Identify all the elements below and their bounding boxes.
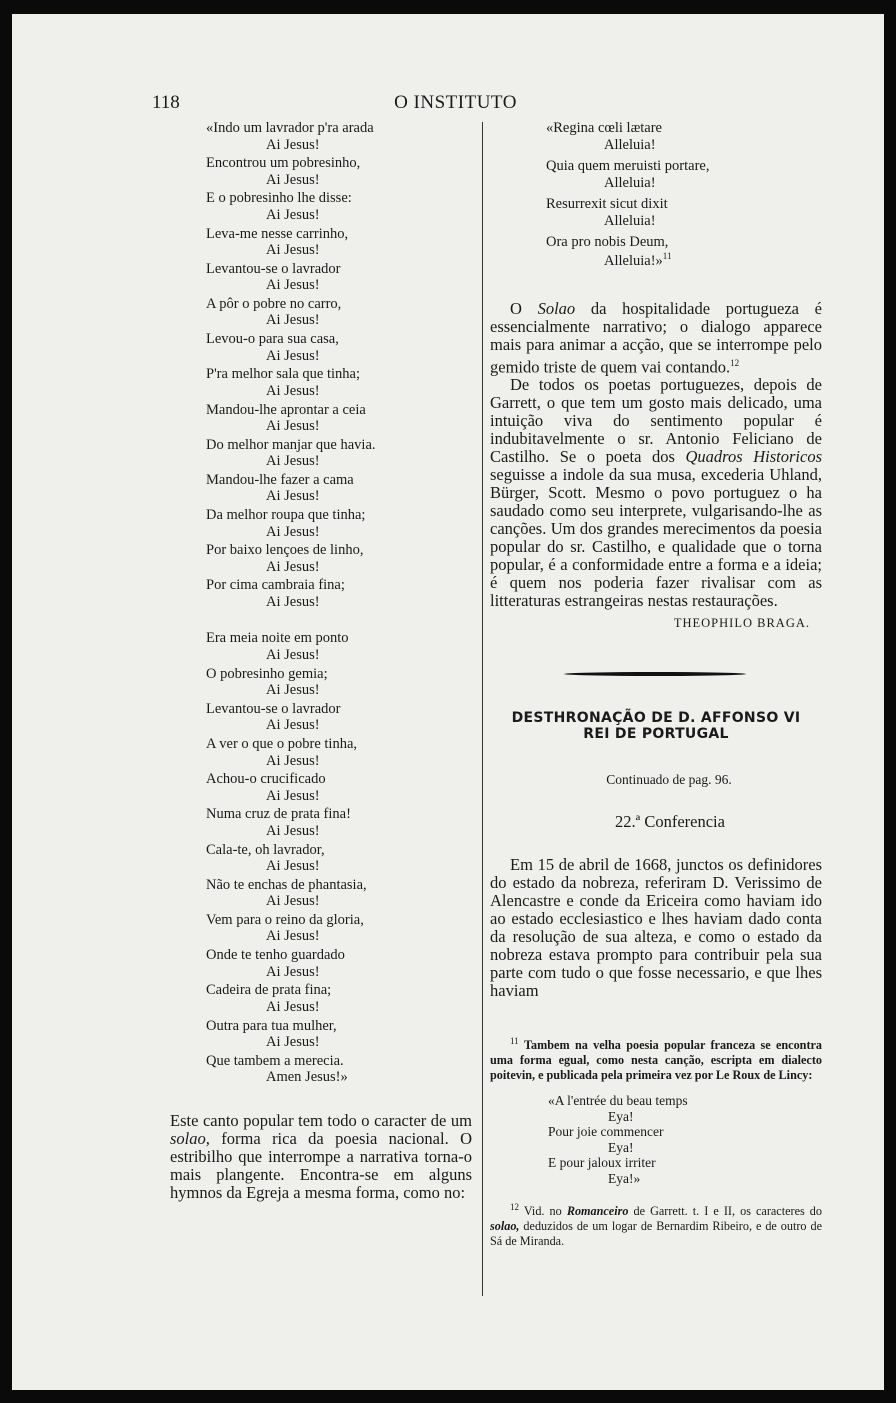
- verse-line: Pour joie commencer: [548, 1124, 664, 1140]
- verse-stanza: [170, 630, 472, 663]
- verse-line: Cala-te, oh lavrador,: [206, 841, 325, 858]
- column-divider: [482, 122, 483, 1296]
- verse-stanza: [170, 190, 472, 223]
- verse-refrain: Ai Jesus!: [266, 453, 320, 470]
- verse-refrain: Eya!»: [608, 1170, 641, 1186]
- verse-refrain: Ai Jesus!: [266, 206, 320, 223]
- verse-refrain: Ai Jesus!: [266, 418, 320, 434]
- verse-refrain: Ai Jesus!: [266, 382, 320, 399]
- poem-commentary: Este canto popular tem todo o caracter de um solao, forma rica da poesia nacional. O estribilho que interrompe a narrativa torna-o mais plangente. Encontra-se em alguns hymnos da Egreja a mesma forma, como no:: [170, 1110, 472, 1202]
- folk-poem: [170, 120, 472, 1086]
- verse-refrain: Ai Jesus!: [266, 347, 320, 364]
- verse-line: A pôr o pobre no carro,: [206, 295, 342, 312]
- verse-stanza: [170, 947, 472, 980]
- verse-stanza: [170, 877, 472, 910]
- verse-line: Levantou-se o lavrador: [206, 700, 341, 717]
- footnote-12: $^{12}$ Vid. no Romanceiro de Garrett. t. I e II, os caracteres do solao, deduzidos de um logar de Bernardim Ribeiro, e de outro de Sá de Miranda.: [490, 1202, 822, 1249]
- verse-stanza: [170, 701, 472, 734]
- verse-line: Levou-o para sua casa,: [206, 331, 339, 348]
- page-number: 118: [152, 92, 180, 113]
- verse-line: Vem para o reino da gloria,: [206, 911, 364, 928]
- verse-stanza: [170, 666, 472, 699]
- author-signature: THEOPHILO BRAGA.: [673, 616, 810, 631]
- verse-refrain: Ai Jesus!: [266, 523, 320, 540]
- verse-stanza: [170, 155, 472, 188]
- verse-refrain: Ai Jesus!: [266, 1034, 320, 1050]
- verse-refrain: Ai Jesus!: [266, 277, 320, 294]
- verse-refrain: Ai Jesus!: [266, 928, 320, 945]
- verse-refrain: Eya!: [608, 1139, 634, 1155]
- verse-line: Levantou-se o lavrador: [206, 260, 341, 277]
- verse-stanza: [170, 912, 472, 945]
- verse-stanza: [170, 1053, 472, 1086]
- paragraph: O Solao da hospitalidade portugueza é essencialmente narrativo; o dialogo apparece mais para animar a acção, que se interrompe pelo gemido triste de quem vai contando.$^{12}$: [490, 298, 822, 377]
- verse-refrain: Ai Jesus!: [266, 858, 320, 875]
- verse-stanza: [170, 842, 472, 875]
- verse-stanza: [170, 226, 472, 259]
- verse-refrain: Ai Jesus!: [266, 593, 320, 610]
- verse-stanza: [170, 261, 472, 294]
- verse-refrain: Ai Jesus!: [266, 488, 320, 505]
- verse-refrain: Ai Jesus!: [266, 646, 320, 663]
- latin-hymn: [490, 120, 822, 270]
- verse-line: Achou-o crucificado: [206, 771, 326, 788]
- verse-line: Por cima cambraia fina;: [206, 577, 345, 594]
- verse-stanza: [170, 402, 472, 435]
- verse-stanza: [490, 158, 822, 191]
- verse-line: «Indo um lavrador p'ra arada: [206, 120, 374, 136]
- verse-line: P'ra melhor sala que tinha;: [206, 366, 361, 383]
- section-title: DESTHRONAÇÃO DE D. AFFONSO VI REI DE PORTUGAL: [511, 710, 801, 743]
- conference-text: Em 15 de abril de 1668, junctos os definidores do estado da nobreza, referiram D. Verissimo de Alencastre e conde da Ericeira como haviam ido ao estado ecclesiastico e lhes haviam dado conta da resolução de sua alteza, e como o estado da nobreza estava prompto para contribuir pela sua parte com tudo o que fosse necessario, e que lhes haviam: [490, 855, 822, 1001]
- verse-line: Leva-me nesse carrinho,: [206, 225, 349, 242]
- verse-line: Mandou-lhe aprontar a ceia: [206, 401, 366, 418]
- footnote-11: $^{11}$ Tambem na velha poesia popular franceza se encontra uma forma egual, como nesta canção, escripta em dialecto poitevin, e publicada pela primeira vez por Le Roux de Lincy:: [490, 1036, 822, 1083]
- paragraph: De todos os poetas portuguezes, depois de Garrett, o que tem um gosto mais delicado, uma intuição viva do sentimento popular é indubitavelmente o sr. Antonio Feliciano de Castilho. Se o poeta dos Quadros Historicos seguisse a indole da sua musa, excederia Uhland, Bürger, Scott. Mesmo o povo portuguez o ha saudado como seu interprete, vulgarisando-lhe as canções. Um dos grandes merecimentos da poesia popular do sr. Castilho, e qualidade que o torna popular, é a conformidade entre a forma e a ideia; é quem nos poderia fazer rivalisar com as litteraturas estrangeiras nestas restaurações.: [490, 375, 822, 611]
- verse-stanza: [170, 771, 472, 804]
- verse-stanza: [170, 472, 472, 505]
- right-column: [490, 120, 822, 1249]
- verse-line: Quia quem meruisti portare,: [546, 158, 710, 174]
- verse-stanza: [490, 120, 822, 153]
- running-title: O INSTITUTO: [394, 92, 517, 113]
- verse-refrain: Ai Jesus!: [266, 136, 320, 153]
- verse-stanza: [170, 331, 472, 364]
- left-column: [170, 120, 472, 1202]
- section-ornament-rule: [490, 668, 822, 680]
- verse-refrain: Ai Jesus!: [266, 682, 320, 699]
- verse-stanza: [490, 234, 822, 270]
- verse-refrain: Ai Jesus!: [266, 787, 320, 804]
- verse-line: Numa cruz de prata fina!: [206, 806, 351, 823]
- conference-heading: 22.ª Conferencia: [615, 812, 725, 832]
- verse-line: E o pobresinho lhe disse:: [206, 190, 352, 207]
- verse-stanza: [170, 577, 472, 610]
- verse-refrain: Alleluia!: [604, 174, 656, 191]
- book-page: [12, 14, 884, 1390]
- verse-stanza: [490, 1155, 822, 1186]
- verse-line: Resurrexit sicut dixit: [546, 196, 668, 212]
- verse-refrain: Ai Jesus!: [266, 822, 320, 839]
- verse-stanza: [170, 366, 472, 399]
- verse-line: «Regina cœli lætare: [546, 120, 662, 136]
- verse-line: Não te enchas de phantasia,: [206, 876, 367, 893]
- verse-stanza: [170, 437, 472, 470]
- verse-stanza: [170, 1018, 472, 1051]
- verse-line: Da melhor roupa que tinha;: [206, 507, 366, 524]
- verse-refrain: Ai Jesus!: [266, 998, 320, 1015]
- verse-line: Onde te tenho guardado: [206, 947, 345, 964]
- verse-stanza: [490, 196, 822, 229]
- verse-line: Do melhor manjar que havia.: [206, 436, 376, 453]
- continued-note: Continuado de pag. 96.: [606, 772, 732, 788]
- verse-line: Mandou-lhe fazer a cama: [206, 471, 354, 488]
- verse-line: Era meia noite em ponto: [206, 630, 349, 647]
- verse-stanza: [170, 120, 472, 153]
- verse-line: A ver o que o pobre tinha,: [206, 736, 358, 752]
- verse-refrain: Alleluia!: [604, 212, 656, 229]
- footnote-ref: 11: [662, 250, 672, 261]
- verse-refrain: Ai Jesus!: [266, 963, 320, 980]
- verse-refrain: Ai Jesus!: [266, 717, 320, 734]
- verse-line: Por baixo lençoes de linho,: [206, 542, 364, 559]
- verse-refrain: Eya!: [608, 1108, 634, 1124]
- article-conclusion: [490, 300, 822, 633]
- verse-stanza: [170, 806, 472, 839]
- verse-line: Cadeira de prata fina;: [206, 982, 332, 999]
- verse-line: «A l'entrée du beau temps: [548, 1093, 688, 1109]
- verse-refrain: Ai Jesus!: [266, 242, 320, 259]
- verse-stanza: [170, 982, 472, 1015]
- page-header: [12, 92, 884, 116]
- verse-refrain: Alleluia!»: [604, 252, 663, 269]
- verse-stanza: [170, 296, 472, 329]
- verse-stanza: [170, 542, 472, 575]
- footnote-ref: 12: [730, 357, 740, 368]
- verse-line: E pour jaloux irriter: [548, 1155, 656, 1171]
- verse-refrain: Ai Jesus!: [266, 558, 320, 575]
- footnotes: [490, 1034, 822, 1249]
- verse-line: Ora pro nobis Deum,: [546, 234, 669, 250]
- verse-refrain: Ai Jesus!: [266, 171, 320, 188]
- verse-line: Encontrou um pobresinho,: [206, 155, 361, 172]
- footnote-verse: [490, 1093, 822, 1186]
- verse-stanza: [170, 736, 472, 769]
- ornament-line: [564, 672, 746, 676]
- verse-stanza: [490, 1093, 822, 1124]
- verse-line: O pobresinho gemia;: [206, 665, 328, 682]
- verse-stanza: [490, 1124, 822, 1155]
- verse-line: Que tambem a merecia.: [206, 1052, 344, 1069]
- verse-refrain: Ai Jesus!: [266, 752, 320, 769]
- verse-refrain: Amen Jesus!»: [266, 1069, 348, 1086]
- verse-refrain: Ai Jesus!: [266, 893, 320, 910]
- verse-line: Outra para tua mulher,: [206, 1017, 337, 1034]
- verse-refrain: Ai Jesus!: [266, 312, 320, 329]
- verse-refrain: Alleluia!: [604, 136, 656, 153]
- verse-stanza: [170, 507, 472, 540]
